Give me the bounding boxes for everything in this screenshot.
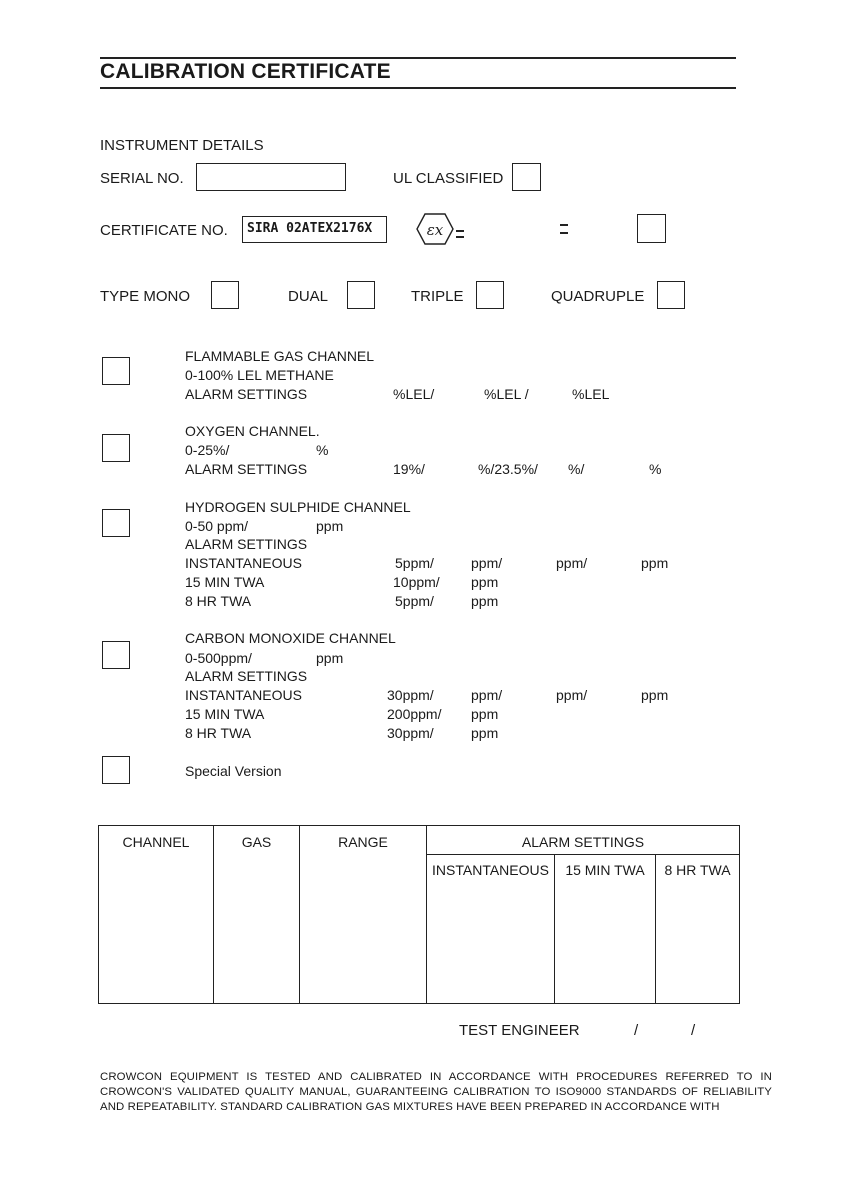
co-channel-checkbox[interactable] (102, 641, 130, 669)
type-dual-checkbox[interactable] (347, 281, 375, 309)
header-gas: GAS (214, 826, 300, 1004)
calibration-table (98, 825, 740, 1004)
oxygen-range: 0-25%/ (185, 442, 230, 458)
special-version-checkbox[interactable] (102, 756, 130, 784)
type-triple-label: TRIPLE (411, 288, 464, 305)
header-8hr-twa: 8 HR TWA (656, 855, 740, 1004)
date-separator-2: / (691, 1022, 696, 1039)
co-range-unit: ppm (316, 650, 344, 666)
header-alarm-settings: ALARM SETTINGS (427, 826, 740, 855)
top-rule (100, 57, 736, 59)
h2s-range-unit: ppm (316, 518, 344, 534)
h2s-inst-2: ppm/ (471, 555, 503, 571)
type-quadruple-checkbox[interactable] (657, 281, 685, 309)
h2s-channel-checkbox[interactable] (102, 509, 130, 537)
co-twa15-label: 15 MIN TWA (185, 706, 265, 722)
page-title: CALIBRATION CERTIFICATE (100, 60, 391, 83)
calibration-statement: CROWCON EQUIPMENT IS TESTED AND CALIBRATED IN ACCORDANCE WITH PROCEDURES REFERRED TO IN CROWCON'S VALIDATED QUALITY MANUAL, GUARANTEEING CALIBRATION TO ISO9000 STANDARDS OF RELIABILITY AND REPEATABILITY. STANDARD CALIBRATION GAS MIXTURES HAVE BEEN PREPARED IN ACCORDANCE WITH (100, 1071, 772, 1113)
co-heading: CARBON MONOXIDE CHANNEL (185, 630, 396, 646)
h2s-twa8-1: 5ppm/ (395, 593, 434, 609)
ex-marking-icon (415, 212, 455, 246)
test-engineer-label: TEST ENGINEER (459, 1022, 580, 1039)
flammable-alarm-2: %LEL / (484, 386, 529, 402)
flammable-heading: FLAMMABLE GAS CHANNEL (185, 348, 375, 364)
flammable-alarm-3: %LEL (572, 386, 610, 402)
type-triple-checkbox[interactable] (476, 281, 504, 309)
oxygen-range-unit: % (316, 442, 329, 458)
title-underline (100, 87, 736, 89)
date-separator-1: / (634, 1022, 639, 1039)
oxygen-alarm-label: ALARM SETTINGS (185, 461, 308, 477)
co-inst-2: ppm/ (471, 687, 503, 703)
flammable-alarm-1: %LEL/ (393, 386, 435, 402)
ex-blank-1 (456, 230, 464, 232)
serial-input[interactable] (196, 163, 346, 191)
header-instantaneous: INSTANTANEOUS (427, 855, 555, 1004)
h2s-heading: HYDROGEN SULPHIDE CHANNEL (185, 499, 411, 515)
flammable-range: 0-100% LEL METHANE (185, 367, 334, 383)
co-inst-1: 30ppm/ (387, 687, 434, 703)
type-mono-label: TYPE MONO (100, 288, 191, 305)
ex-checkbox[interactable] (637, 214, 666, 243)
h2s-range: 0-50 ppm/ (185, 518, 249, 534)
h2s-twa15-1: 10ppm/ (393, 574, 440, 590)
h2s-twa15-2: ppm (471, 574, 499, 590)
h2s-twa8-2: ppm (471, 593, 499, 609)
oxygen-alarm-1: 19%/ (393, 461, 425, 477)
ex-symbol-text: εx (426, 221, 444, 239)
ul-classified-checkbox[interactable] (512, 163, 541, 191)
type-mono-checkbox[interactable] (211, 281, 239, 309)
co-twa15-1: 200ppm/ (387, 706, 442, 722)
header-channel: CHANNEL (99, 826, 214, 1004)
ul-classified-label: UL CLASSIFIED (393, 170, 504, 187)
ex-blank-2b (560, 232, 568, 234)
header-15min-twa: 15 MIN TWA (555, 855, 656, 1004)
h2s-instantaneous-label: INSTANTANEOUS (185, 555, 302, 571)
co-range: 0-500ppm/ (185, 650, 252, 666)
oxygen-alarm-3: %/ (568, 461, 585, 477)
ex-blank-2 (560, 224, 568, 226)
header-range: RANGE (300, 826, 427, 1004)
type-dual-label: DUAL (288, 288, 329, 305)
co-inst-3: ppm/ (556, 687, 588, 703)
h2s-inst-4: ppm (641, 555, 669, 571)
instrument-details-heading: INSTRUMENT DETAILS (100, 137, 264, 154)
special-version-label: Special Version (185, 763, 282, 779)
ex-blank-1b (456, 236, 464, 238)
type-quadruple-label: QUADRUPLE (551, 288, 645, 305)
h2s-inst-3: ppm/ (556, 555, 588, 571)
co-twa8-2: ppm (471, 725, 499, 741)
certificate-number-field[interactable]: SIRA 02ATEX2176X (242, 216, 387, 243)
flammable-channel-checkbox[interactable] (102, 357, 130, 385)
co-alarm-label: ALARM SETTINGS (185, 668, 308, 684)
serial-label: SERIAL NO. (100, 170, 184, 187)
oxygen-alarm-4: % (649, 461, 662, 477)
oxygen-alarm-2: %/23.5%/ (478, 461, 538, 477)
h2s-twa15-label: 15 MIN TWA (185, 574, 265, 590)
h2s-inst-1: 5ppm/ (395, 555, 434, 571)
h2s-twa8-label: 8 HR TWA (185, 593, 252, 609)
co-instantaneous-label: INSTANTANEOUS (185, 687, 302, 703)
co-twa15-2: ppm (471, 706, 499, 722)
oxygen-channel-checkbox[interactable] (102, 434, 130, 462)
co-twa8-label: 8 HR TWA (185, 725, 252, 741)
co-twa8-1: 30ppm/ (387, 725, 434, 741)
flammable-alarm-label: ALARM SETTINGS (185, 386, 308, 402)
h2s-alarm-label: ALARM SETTINGS (185, 536, 308, 552)
oxygen-heading: OXYGEN CHANNEL. (185, 423, 320, 439)
co-inst-4: ppm (641, 687, 669, 703)
certificate-label: CERTIFICATE NO. (100, 222, 228, 239)
